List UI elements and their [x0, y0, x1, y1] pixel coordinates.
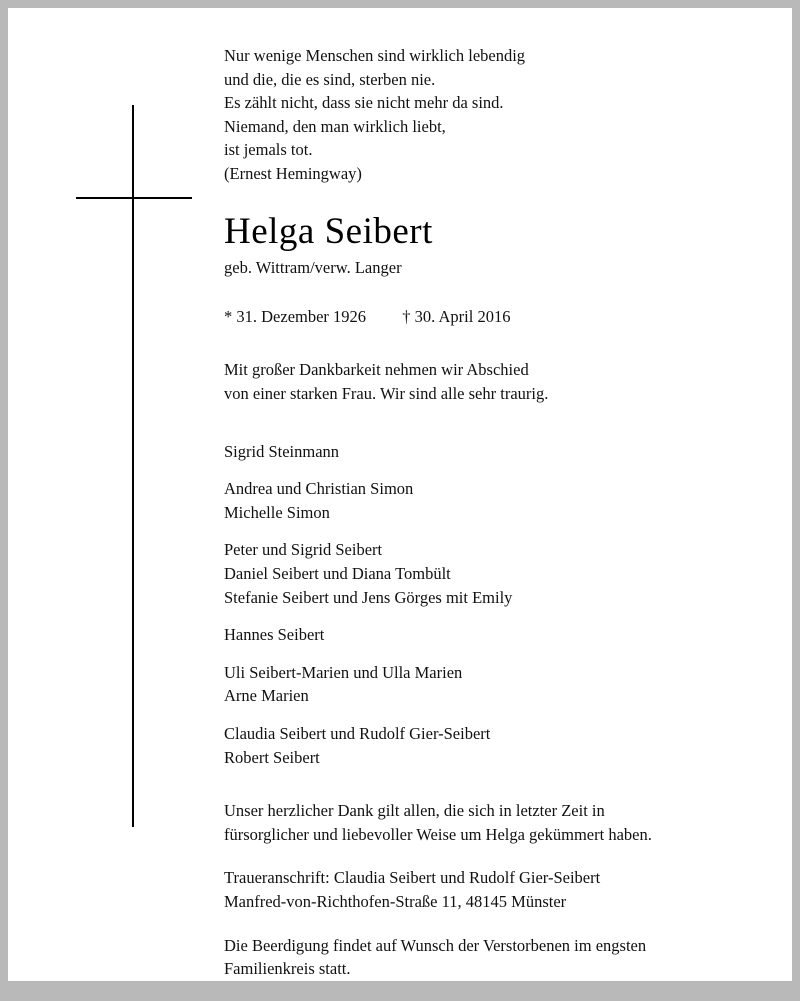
quote-line: Nur wenige Menschen sind wirklich lebendig: [224, 46, 526, 65]
farewell-message-line: Mit großer Dankbarkeit nehmen wir Abschied: [224, 360, 529, 380]
deceased-maiden-name: geb. Wittram/verw. Langer: [224, 258, 402, 278]
cross-vertical-bar: [132, 105, 134, 827]
thanks-line: Unser herzlicher Dank gilt allen, die sich in letzter Zeit in: [224, 801, 605, 821]
mourner-name: Peter und Sigrid Seibert: [224, 540, 383, 560]
quote-attribution: (Ernest Hemingway): [224, 163, 362, 183]
obituary-content: [224, 44, 744, 1001]
cross-horizontal-bar: [76, 197, 192, 199]
mourner-name: Daniel Seibert und Diana Tombült: [224, 564, 451, 583]
condolence-address: [224, 866, 744, 913]
funeral-line: Die Beerdigung findet auf Wunsch der Verstorbenen im engsten: [224, 935, 647, 955]
mourner-group: [224, 440, 744, 464]
address-line: Manfred-von-Richthofen-Straße 11, 48145 Münster: [224, 891, 567, 911]
address-line: Traueranschrift: Claudia Seibert und Rudolf Gier-Seibert: [224, 868, 601, 888]
life-dates: [224, 305, 744, 328]
farewell-message: [224, 358, 744, 405]
thanks-note: [224, 799, 744, 846]
mourner-name: Claudia Seibert und Rudolf Gier-Seibert: [224, 723, 491, 743]
mourner-group: [224, 722, 744, 769]
birth-date: * 31. Dezember 1926: [224, 307, 367, 327]
mourner-group: [224, 538, 744, 609]
mourner-group: [224, 623, 744, 647]
mourner-name: Andrea und Christian Simon: [224, 479, 414, 499]
farewell-message-line: von einer starken Frau. Wir sind alle sehr traurig.: [224, 384, 549, 404]
mourner-name: Arne Marien: [224, 686, 309, 706]
mourner-name: Michelle Simon: [224, 502, 330, 522]
mourner-name: Sigrid Steinmann: [224, 441, 340, 461]
death-date: † 30. April 2016: [402, 307, 511, 327]
thanks-line: fürsorglicher und liebevoller Weise um Helga gekümmert haben.: [224, 824, 652, 844]
quote-line: Es zählt nicht, dass sie nicht mehr da sind.: [224, 93, 504, 113]
mourner-name: Stefanie Seibert und Jens Görges mit Emily: [224, 587, 513, 607]
quote-line: ist jemals tot.: [224, 140, 313, 160]
mourner-name: Robert Seibert: [224, 747, 320, 767]
quote-block: [224, 44, 744, 186]
mourner-name: Hannes Seibert: [224, 625, 325, 645]
mourner-group: [224, 661, 744, 708]
mourner-group: [224, 477, 744, 524]
deceased-name: Helga Seibert: [224, 210, 433, 252]
funeral-line: Familienkreis statt.: [224, 959, 351, 979]
mourner-name: Uli Seibert-Marien und Ulla Marien: [224, 662, 463, 682]
quote-line: und die, die es sind, sterben nie.: [224, 69, 436, 89]
funeral-note: [224, 934, 744, 981]
obituary-page: [8, 8, 792, 981]
quote-line: Niemand, den man wirklich liebt,: [224, 116, 446, 136]
mourners-list: [224, 440, 744, 770]
